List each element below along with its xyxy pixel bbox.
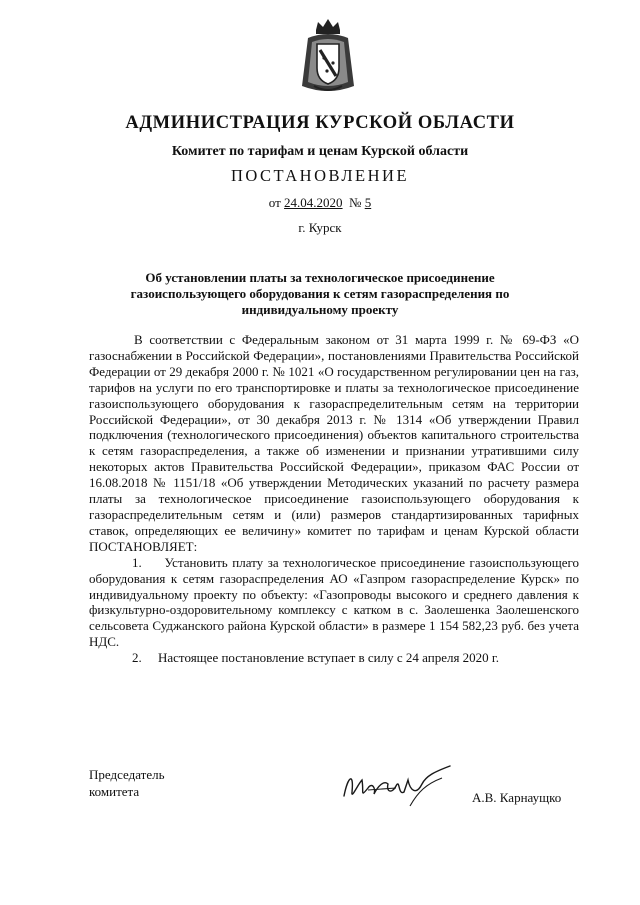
signature-icon [338,762,458,810]
item-text: Установить плату за технологическое присоединение газоиспользующего оборудования к сетям газораспределения АО «Газпром газораспределение Курск» по индивидуальному проекту по объекту: «Газопроводы высокого и среднего давления к физкультурно-оздоровительному комплексу с катком в с. Заолешенка Заолешенского сельсовета Суджанского района Курской области» в размере 1 154 582,23 руб. без учета НДС. [89,554,579,650]
signer-position-line2: комитета [89,784,140,799]
coat-of-arms-icon [298,16,358,98]
item-text: Настоящее постановление вступает в силу с 24 апреля 2020 г. [158,650,500,666]
number-sign: № [349,195,362,210]
city: г. Курск [298,220,342,235]
committee-name: Комитет по тарифам и ценам Курской области [171,144,469,159]
organization-title: АДМИНИСТРАЦИЯ КУРСКОЙ ОБЛАСТИ [125,113,515,133]
signer-name: А.В. Карнаущко [472,790,562,805]
signer-position-line1: Председатель [89,767,165,782]
item-number: 1. [132,554,142,570]
date-number-line [60,195,580,211]
document-number: 5 [364,195,372,210]
list-item [89,555,579,650]
document-body [89,332,579,666]
item-number: 2. [132,650,142,666]
preamble-paragraph: В соответствии с Федеральным законом от 31 марта 1999 г. № 69-ФЗ «О газоснабжении в Российской Федерации», постановлениями Правительства Российской Федерации от 29 декабря 2000 г. № 1021 «О государственном регулировании цен на газ, тарифов на услуги по его транспортировке и платы за технологическое присоединение газоиспользующего оборудования к газораспределительным сетям на территории Российской Федерации», от 30 декабря 2013 г. № 1314 «Об утверждении Правил подключения (технологического присоединения) объектов капитального строительства к сетям газораспределения, а также об изменении и признании утратившими силу некоторых актов Правительства Российской Федерации», приказом ФАС России от 16.08.2018 № 1151/18 «Об утверждении Методических указаний по расчету размера платы за технологическое присоединение газоиспользующего оборудования к газораспределительным сетям и (или) размеров стандартизированных тарифных ставок, определяющих ее величину» комитет по тарифам и ценам Курской области ПОСТАНОВЛЯЕТ: [89,332,579,554]
document-type: ПОСТАНОВЛЕНИЕ [230,166,410,185]
list-item [89,650,579,666]
signer-position [89,766,165,800]
document-subject: Об установлении платы за технологическое присоединение газоиспользующего оборудования к сетям газораспределения по индивидуальному проекту [130,270,510,317]
date-prefix: от [268,195,281,210]
document-date: 24.04.2020 [284,195,343,210]
